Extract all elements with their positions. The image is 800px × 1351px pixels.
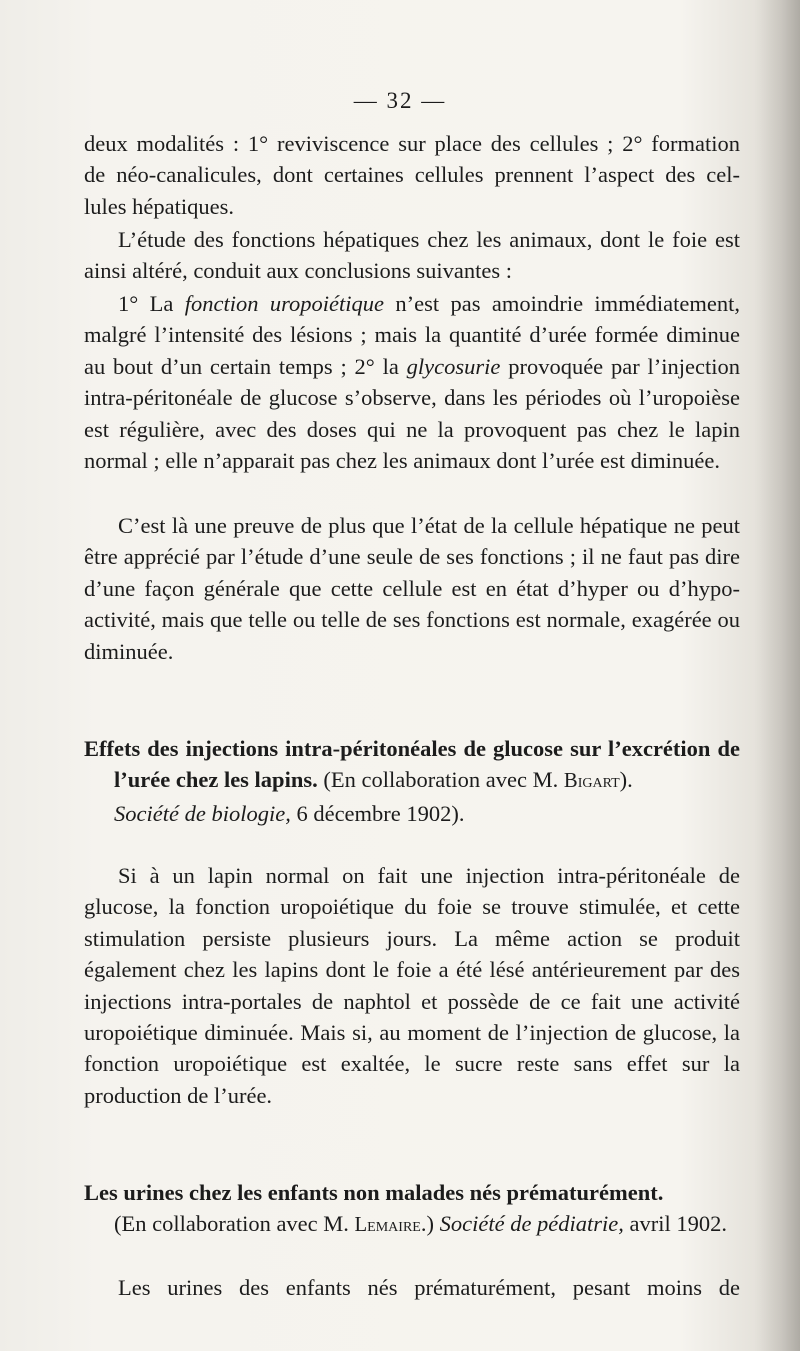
text-run: provoquée par l’injection intra-péritonéale de glucose s’observe, dans les périodes où l’uropoièse est régulière, avec des doses qui ne la provoquent pas chez le lapin normal ; elle n’apparait pas chez les animaux dont l’urée est diminuée.: [84, 353, 740, 474]
cell-function-paragraph: [84, 510, 740, 667]
italic-term: fonction uropoiétique: [184, 291, 384, 316]
continuation-paragraph: [84, 128, 740, 222]
collab-suffix: ).: [619, 767, 633, 793]
collab-prefix: (En collaboration avec M.: [317, 767, 564, 793]
citation-entry: [84, 1177, 740, 1242]
text-run: 1° La: [118, 291, 185, 316]
paragraph-text: Les urines des enfants nés prématurément, pesant moins de: [118, 1275, 740, 1300]
text-line: deux modalités : 1° reviviscence sur place des cellules ; 2° formation: [84, 131, 740, 156]
glucose-body-paragraph: [84, 860, 740, 1111]
publication-date: avril 1902.: [623, 1211, 728, 1237]
text-line: de néo-canalicules, dont certaines cellules prennent l’aspect des cel-: [84, 162, 740, 188]
collaborator-name: Bigart: [563, 770, 620, 793]
section-title: Les urines chez les enfants non malades nés prématurément.: [84, 1180, 664, 1205]
collab-suffix: .): [420, 1211, 440, 1237]
text-line: L’étude des fonctions hépatiques chez les animaux, dont le foie est: [118, 227, 740, 252]
journal-name: Société de pédiatrie,: [439, 1211, 624, 1237]
text-line: ainsi altéré, conduit aux conclusions suivantes :: [84, 258, 513, 284]
conclusions-paragraph: [84, 288, 740, 476]
paragraph-text: C’est là une preuve de plus que l’état de la cellule hépatique ne peut être apprécié par l’étude d’une seule de ses fonctions ; il ne faut pas dire d’une façon générale que cette cellule est en état d’hyper ou d’hypo-activité, mais que telle ou telle de ses fonctions est normale, exagérée ou diminuée.: [84, 513, 740, 664]
paragraph-text: Si à un lapin normal on fait une injection intra-péritonéale de glucose, la fonction uropoiétique du foie se trouve stimulée, et cette stimulation persiste plusieurs jours. La même action se produit également chez les lapins dont le foie a été lésé antérieurement par des injections intra-portales de naphtol et possède de ce fait une activité uropoiétique diminuée. Mais si, au moment de l’injection de glucose, la fonction uropoiétique est exaltée, le sucre reste sans effet sur la production de l’urée.: [84, 863, 740, 1108]
urines-body-paragraph: [84, 1272, 740, 1303]
section-heading-urines: [84, 1177, 740, 1242]
journal-name: Société de biologie,: [114, 800, 291, 826]
citation-entry: [84, 733, 740, 829]
page-gutter-shadow: [754, 0, 800, 1351]
page-number: — 32 —: [353, 88, 447, 113]
section-heading-glucose: [84, 733, 740, 829]
italic-term: glycosurie: [406, 353, 501, 379]
paragraph-text: [84, 288, 740, 476]
text-run: n’est pas amoindrie immédiatement, malgré l’intensité des lésions ; mais la quantité d’urée formée diminue au bout d’un certain temps ; 2° la: [84, 291, 741, 379]
conclusions-intro-paragraph: [84, 224, 740, 287]
publication-date: 6 décembre 1902).: [290, 800, 465, 826]
collaborator-name: Lemaire: [354, 1214, 421, 1237]
collab-prefix: (En collaboration avec M.: [114, 1211, 355, 1237]
section-title: Effets des injections intra-péritonéales de glucose sur l’excrétion de l’urée chez les lapins.: [84, 736, 740, 793]
text-line: lules hépatiques.: [84, 193, 234, 219]
